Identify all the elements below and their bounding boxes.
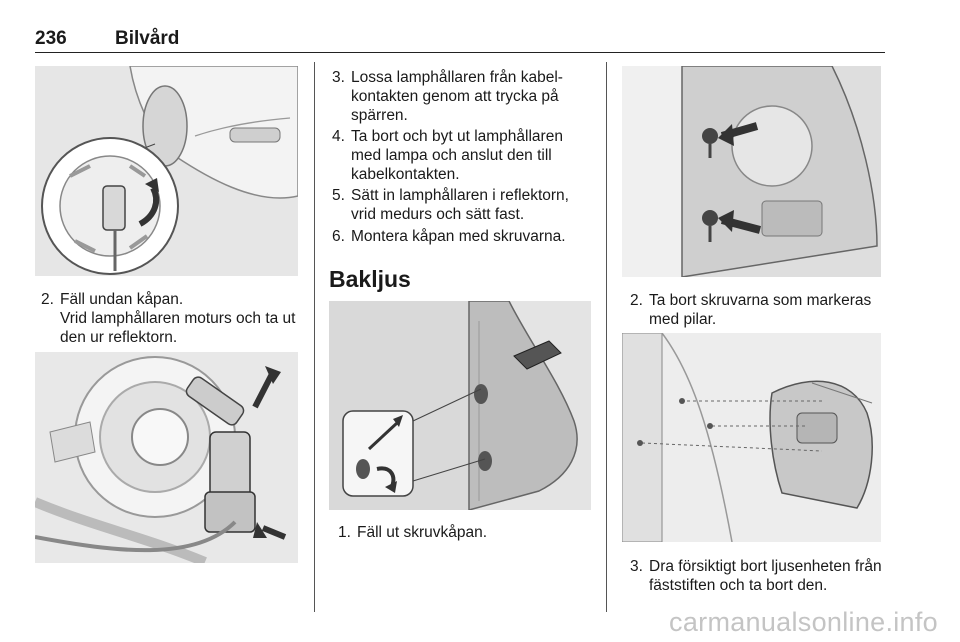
column-divider-2 — [606, 62, 607, 612]
step-subtext: Vrid lamphållaren moturs och ta ut den ur reflektorn. — [60, 310, 296, 346]
step-number: 2. — [41, 291, 54, 308]
step-text: Ta bort skruvarna som markeras med pilar. — [649, 292, 872, 328]
step-number: 2. — [630, 292, 643, 309]
page-number: 236 — [35, 28, 67, 49]
step-text: Lossa lamphållaren från kabelkontakten genom att trycka på spärren. — [351, 69, 563, 124]
headlamp-cover-illustration — [35, 66, 298, 276]
step-number: 3. — [332, 69, 345, 86]
step-text: Sätt in lamphållaren i reflektorn, vrid medurs och sätt fast. — [351, 187, 569, 223]
tail-lamp-screws-illustration — [622, 66, 881, 277]
page-header — [35, 26, 885, 53]
chapter-title: Bilvård — [115, 28, 180, 49]
step-number: 3. — [630, 558, 643, 575]
step-3-pull-light-unit — [630, 557, 890, 595]
step-2-remove-screws — [630, 291, 885, 329]
step-4-replace-holder — [332, 127, 587, 184]
step-1-open-screw-cover — [338, 523, 593, 542]
watermark-text: carmanualsonline.info — [669, 607, 938, 637]
section-heading-bakljus: Bakljus — [329, 266, 411, 292]
step-number: 5. — [332, 187, 345, 204]
step-text: Fäll undan kåpan. — [60, 291, 184, 308]
step-text: Fäll ut skruvkåpan. — [357, 524, 488, 541]
step-number: 1. — [338, 524, 351, 541]
lamp-holder-removal-illustration — [35, 352, 298, 563]
tail-lamp-screw-cover-illustration — [329, 301, 591, 510]
step-text: Dra försiktigt bort ljusenheten från fäststiften och ta bort den. — [649, 558, 882, 594]
step-2-fold-cover — [41, 290, 301, 347]
light-unit-removal-illustration — [622, 333, 881, 542]
step-6-mount-cover — [332, 227, 587, 246]
step-text: Ta bort och byt ut lamphållaren med lampa och anslut den till kabelkontakten. — [351, 128, 563, 183]
step-3-release-holder — [332, 68, 587, 125]
step-number: 6. — [332, 228, 345, 245]
step-number: 4. — [332, 128, 345, 145]
step-text: Montera kåpan med skruvarna. — [351, 228, 566, 245]
column-divider-1 — [314, 62, 315, 612]
step-5-insert-holder — [332, 186, 587, 224]
